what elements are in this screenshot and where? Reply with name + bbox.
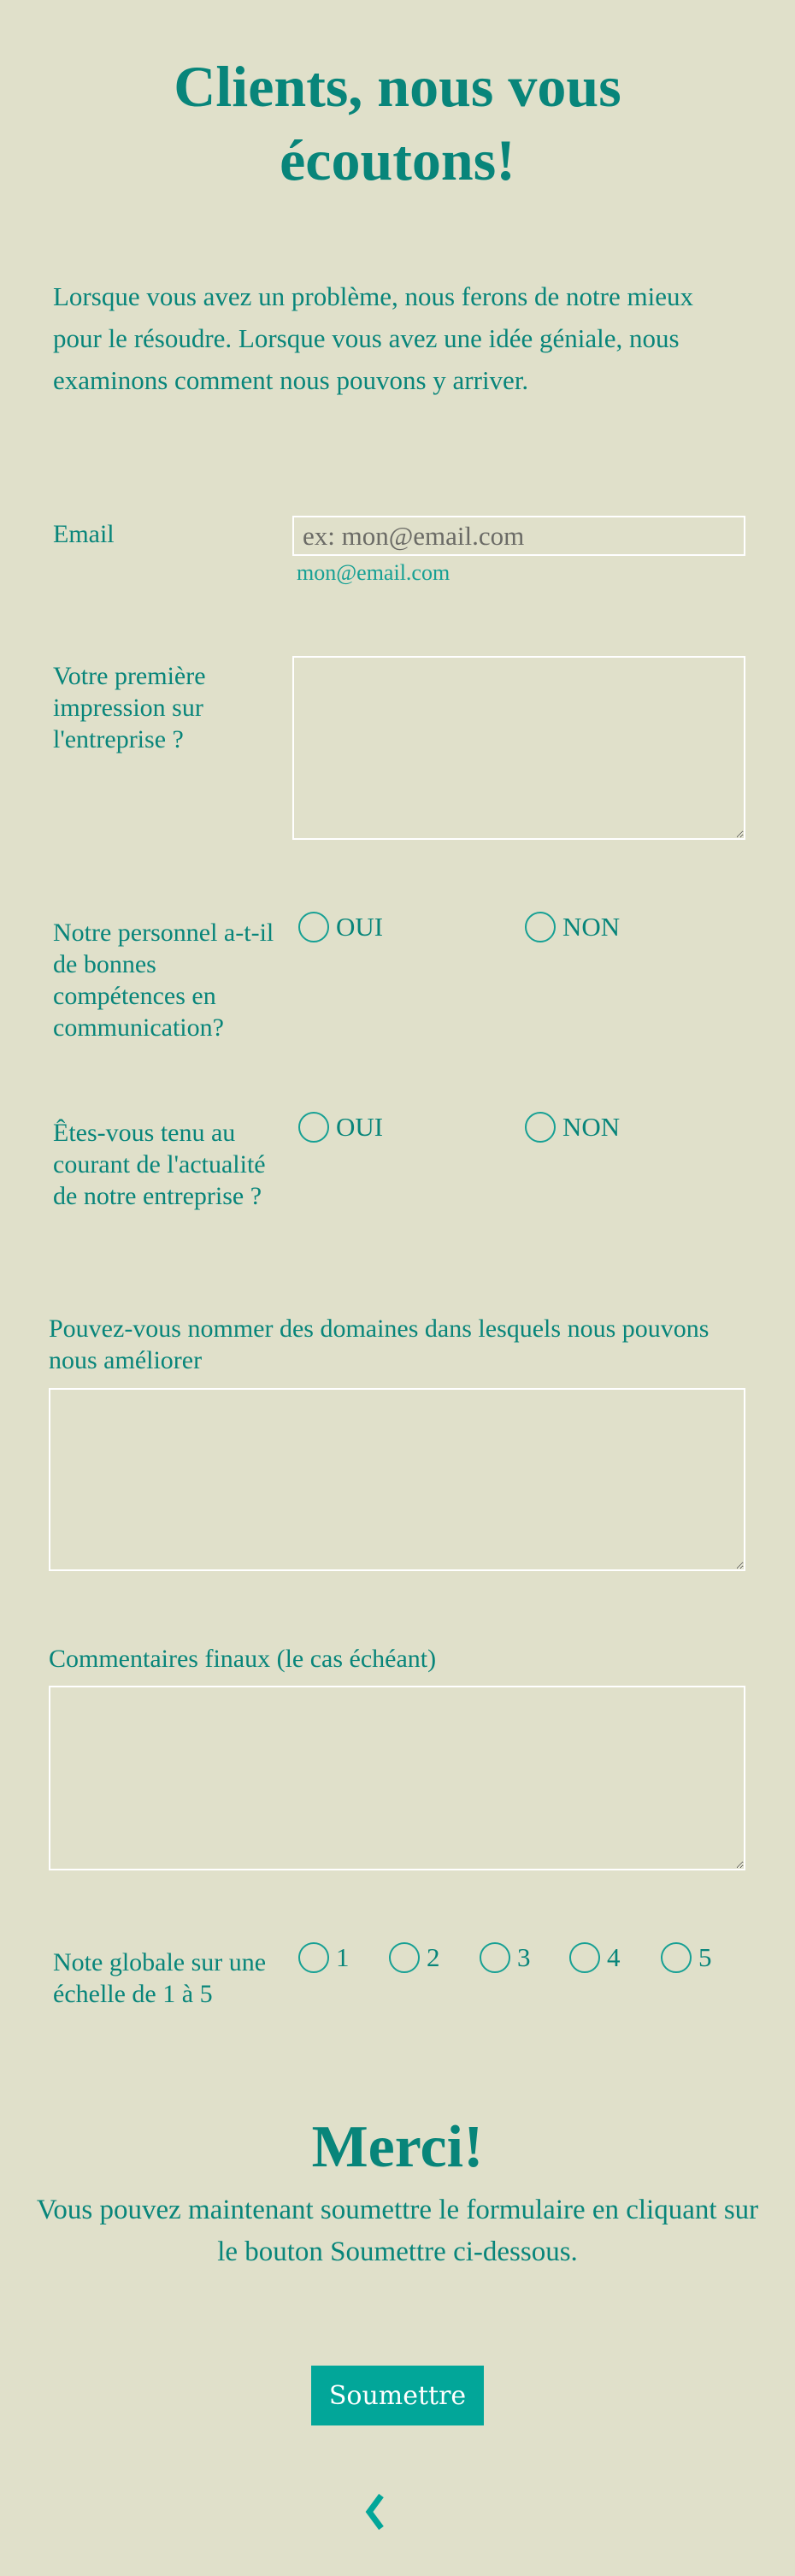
radio-circle[interactable] xyxy=(525,1112,556,1143)
communication-radio-oui[interactable] xyxy=(298,912,383,942)
improve-textarea[interactable] xyxy=(49,1388,745,1571)
radio-circle[interactable] xyxy=(569,1942,600,1973)
radio-label: NON xyxy=(562,1112,621,1142)
rating-radio-3[interactable] xyxy=(480,1942,531,1973)
email-input[interactable] xyxy=(292,516,745,556)
radio-label: 1 xyxy=(336,1942,350,1972)
rating-label: Note globale sur une échelle de 1 à 5 xyxy=(53,1948,267,2008)
final-comments-textarea[interactable] xyxy=(49,1686,745,1870)
submit-button[interactable]: Soumettre xyxy=(311,2366,484,2425)
radio-circle[interactable] xyxy=(298,1112,329,1143)
chevron-left-icon xyxy=(362,2492,388,2532)
radio-label: 2 xyxy=(427,1942,440,1972)
news-radio-non[interactable] xyxy=(525,1112,620,1143)
page-title-line1: Clients, nous vous xyxy=(174,54,621,119)
back-button[interactable] xyxy=(362,2492,388,2532)
news-label: Êtes-vous tenu au courant de l'actualité de notre entreprise ? xyxy=(53,1119,266,1210)
radio-label: 5 xyxy=(698,1942,712,1972)
thanks-text: Vous pouvez maintenant soumettre le formulaire en cliquant sur le bouton Soumettre ci-dessous. xyxy=(36,2195,759,2267)
page-title-line2: écoutons! xyxy=(280,127,515,192)
radio-circle[interactable] xyxy=(661,1942,692,1973)
thanks-title: Merci! xyxy=(311,2114,484,2180)
email-label: Email xyxy=(53,520,115,548)
communication-label: Notre personnel a-t-il de bonnes compétences en communication? xyxy=(53,919,274,1042)
email-hint: mon@email.com xyxy=(297,560,450,585)
page-title xyxy=(0,50,795,197)
radio-label: 3 xyxy=(517,1942,531,1972)
rating-radio-5[interactable] xyxy=(661,1942,712,1973)
radio-label: NON xyxy=(562,912,621,942)
rating-radio-2[interactable] xyxy=(389,1942,440,1973)
radio-circle[interactable] xyxy=(298,1942,329,1973)
radio-circle[interactable] xyxy=(525,912,556,942)
radio-label: OUI xyxy=(336,912,384,942)
radio-circle[interactable] xyxy=(298,912,329,942)
final-comments-label: Commentaires finaux (le cas échéant) xyxy=(49,1645,437,1673)
radio-label: OUI xyxy=(336,1112,384,1142)
radio-circle[interactable] xyxy=(389,1942,420,1973)
rating-radio-4[interactable] xyxy=(569,1942,621,1973)
first-impression-label: Votre première impression sur l'entreprise ? xyxy=(53,662,206,753)
improve-label: Pouvez-vous nommer des domaines dans lesquels nous pouvons nous améliorer xyxy=(49,1315,710,1374)
news-radio-oui[interactable] xyxy=(298,1112,383,1143)
rating-radio-1[interactable] xyxy=(298,1942,350,1973)
communication-radio-non[interactable] xyxy=(525,912,620,942)
radio-circle[interactable] xyxy=(480,1942,510,1973)
intro-text: Lorsque vous avez un problème, nous ferons de notre mieux pour le résoudre. Lorsque vous avez une idée géniale, nous examinons comment nous pouvons y arriver. xyxy=(53,281,693,395)
radio-label: 4 xyxy=(607,1942,621,1972)
first-impression-textarea[interactable] xyxy=(292,656,745,840)
